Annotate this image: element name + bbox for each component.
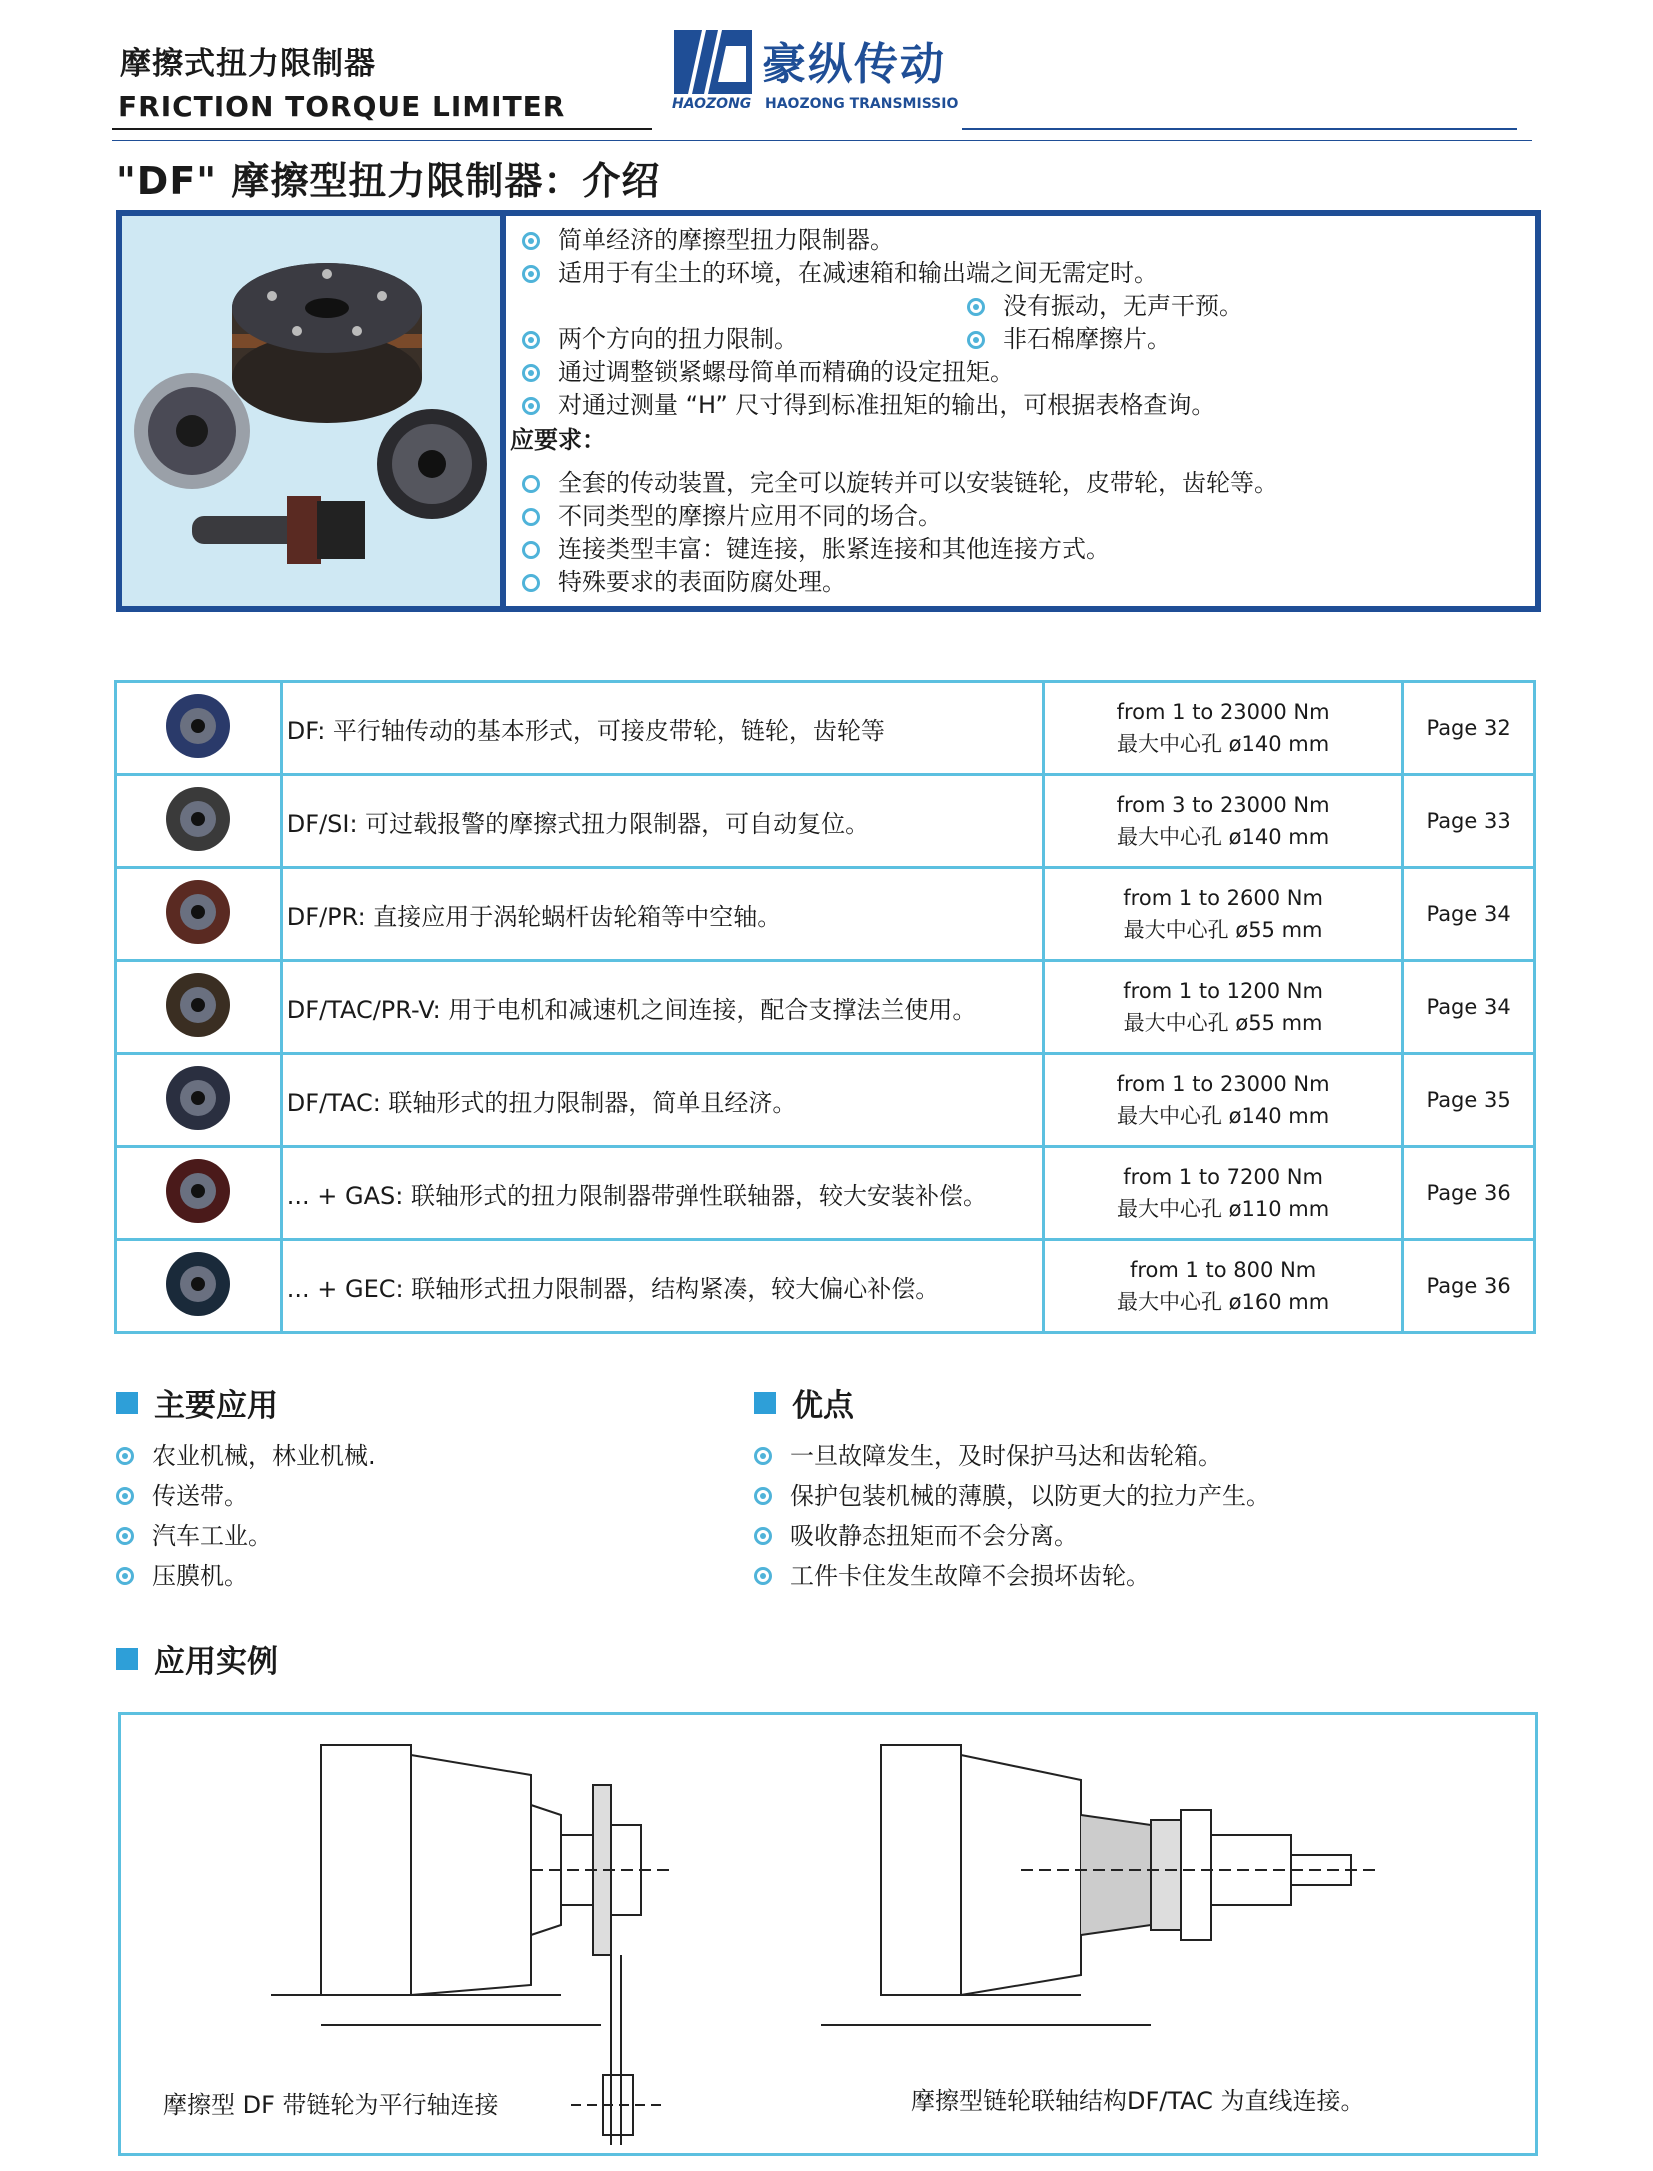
- requirement-item: 不同类型的摩擦片应用不同的场合。: [522, 500, 1522, 533]
- page-ref: Page 33: [1403, 775, 1535, 868]
- bullet-icon: [116, 1567, 134, 1585]
- bullet-icon: [967, 331, 985, 349]
- product-thumb: [116, 682, 282, 775]
- example-caption-right: 摩擦型链轮联轴结构DF/TAC 为直线连接。: [911, 2087, 1365, 2115]
- page-ref: Page 32: [1403, 682, 1535, 775]
- torque-range: from 1 to 2600 Nm: [1123, 886, 1323, 910]
- max-bore: 最大中心孔 ø110 mm: [1117, 1197, 1330, 1221]
- bullet-icon: [522, 331, 540, 349]
- product-spec: [1044, 775, 1403, 868]
- requirement-item: 全套的传动装置，完全可以旋转并可以安装链轮，皮带轮，齿轮等。: [522, 467, 1522, 500]
- torque-range: from 3 to 23000 Nm: [1116, 793, 1330, 817]
- page-ref: Page 35: [1403, 1054, 1535, 1147]
- bullet-icon: [754, 1487, 772, 1505]
- section-square-icon: [754, 1392, 776, 1414]
- requirement-item: 连接类型丰富：键连接，胀紧连接和其他连接方式。: [522, 533, 1522, 566]
- bullet-icon: [522, 364, 540, 382]
- product-row: [116, 775, 1535, 868]
- bullet-icon: [967, 298, 985, 316]
- torque-range: from 1 to 7200 Nm: [1123, 1165, 1323, 1189]
- header-divider: [112, 128, 652, 130]
- product-desc: ... + GEC: 联轴形式扭力限制器，结构紧凑，较大偏心补偿。: [281, 1240, 1043, 1333]
- alarm-limiter-icon: [153, 779, 243, 859]
- product-desc: ... + GAS: 联轴形式的扭力限制器带弹性联轴器，较大安装补偿。: [281, 1147, 1043, 1240]
- intro-panel: [116, 210, 1541, 612]
- compact-coupling-icon: [153, 1244, 243, 1324]
- bullet-icon: [522, 508, 540, 526]
- product-row: [116, 1240, 1535, 1333]
- applications-list: [116, 1436, 376, 1596]
- product-thumb: [116, 1240, 282, 1333]
- torque-range: from 1 to 1200 Nm: [1123, 979, 1323, 1003]
- list-item: 压膜机。: [116, 1556, 376, 1596]
- max-bore: 最大中心孔 ø160 mm: [1117, 1290, 1330, 1314]
- feature-item: 通过调整锁紧螺母简单而精确的设定扭矩。: [522, 356, 1522, 389]
- brand-logo: [670, 22, 960, 122]
- list-item: 传送带。: [116, 1476, 376, 1516]
- torque-range: from 1 to 23000 Nm: [1116, 1072, 1330, 1096]
- elastic-coupling-icon: [153, 1151, 243, 1231]
- product-spec: [1044, 1147, 1403, 1240]
- intro-features: [510, 224, 1522, 599]
- header-underline: [112, 140, 1532, 141]
- bullet-icon: [522, 574, 540, 592]
- product-desc: DF: 平行轴传动的基本形式，可接皮带轮，链轮，齿轮等: [281, 682, 1043, 775]
- product-photo: [122, 216, 506, 606]
- examples-heading: 应用实例: [116, 1636, 278, 1681]
- page-ref: Page 36: [1403, 1147, 1535, 1240]
- page-ref: Page 34: [1403, 868, 1535, 961]
- product-desc: DF/TAC: 联轴形式的扭力限制器，简单且经济。: [281, 1054, 1043, 1147]
- chain-shaft-limiter-icon: [153, 965, 243, 1045]
- logo-subtitle-en: HAOZONG TRANSMISSIO: [765, 96, 959, 112]
- max-bore: 最大中心孔 ø55 mm: [1123, 1011, 1323, 1035]
- section-square-icon: [116, 1392, 138, 1414]
- product-spec: [1044, 1240, 1403, 1333]
- list-item: 农业机械，林业机械.: [116, 1436, 376, 1476]
- sprocket-limiter-icon: [153, 686, 243, 766]
- product-row: [116, 1054, 1535, 1147]
- requirements-label: 应要求：: [510, 426, 606, 454]
- logo-name-cn: 豪纵传动: [762, 39, 946, 90]
- list-item: 汽车工业。: [116, 1516, 376, 1556]
- logo-mark-icon: [670, 26, 756, 98]
- feature-item: 对通过测量 “H” 尺寸得到标准扭矩的输出，可根据表格查询。: [522, 389, 1522, 422]
- bullet-icon: [754, 1527, 772, 1545]
- bullet-icon: [116, 1527, 134, 1545]
- product-spec: [1044, 1054, 1403, 1147]
- feature-item: 没有振动，无声干预。: [522, 290, 1522, 323]
- max-bore: 最大中心孔 ø55 mm: [1123, 918, 1323, 942]
- product-desc: DF/PR: 直接应用于涡轮蜗杆齿轮箱等中空轴。: [281, 868, 1043, 961]
- product-thumb: [116, 868, 282, 961]
- feature-item-pair: 两个方向的扭力限制。 非石棉摩擦片。: [522, 323, 1522, 356]
- header-title-en: FRICTION TORQUE LIMITER: [118, 90, 566, 123]
- product-thumb: [116, 775, 282, 868]
- header-title-cn: 摩擦式扭力限制器: [120, 46, 376, 82]
- product-spec: [1044, 961, 1403, 1054]
- max-bore: 最大中心孔 ø140 mm: [1117, 825, 1330, 849]
- list-item: 一旦故障发生，及时保护马达和齿轮箱。: [754, 1436, 1270, 1476]
- feature-item: 适用于有尘土的环境，在减速箱和输出端之间无需定时。: [522, 257, 1522, 290]
- section-square-icon: [116, 1648, 138, 1670]
- product-spec: [1044, 868, 1403, 961]
- bullet-icon: [522, 265, 540, 283]
- product-desc: DF/SI: 可过载报警的摩擦式扭力限制器，可自动复位。: [281, 775, 1043, 868]
- torque-range: from 1 to 800 Nm: [1129, 1258, 1317, 1282]
- advantages-heading: 优点: [754, 1380, 854, 1425]
- page-ref: Page 36: [1403, 1240, 1535, 1333]
- bullet-icon: [522, 475, 540, 493]
- product-desc: DF/TAC/PR-V: 用于电机和减速机之间连接，配合支撑法兰使用。: [281, 961, 1043, 1054]
- list-item: 吸收静态扭矩而不会分离。: [754, 1516, 1270, 1556]
- product-thumb: [116, 1054, 282, 1147]
- applications-heading: 主要应用: [116, 1380, 278, 1425]
- product-table: [114, 680, 1536, 1334]
- bullet-icon: [522, 541, 540, 559]
- shaft-limiter-icon: [153, 872, 243, 952]
- bullet-icon: [522, 397, 540, 415]
- advantages-list: [754, 1436, 1270, 1596]
- product-thumb: [116, 961, 282, 1054]
- product-spec: [1044, 682, 1403, 775]
- bullet-icon: [754, 1567, 772, 1585]
- feature-item: 简单经济的摩擦型扭力限制器。: [522, 224, 1522, 257]
- logo-name-en: HAOZONG: [672, 96, 752, 112]
- requirement-item: 特殊要求的表面防腐处理。: [522, 566, 1522, 599]
- page-title: "DF" 摩擦型扭力限制器：介绍: [116, 159, 661, 203]
- product-row: [116, 1147, 1535, 1240]
- product-thumb: [116, 1147, 282, 1240]
- max-bore: 最大中心孔 ø140 mm: [1117, 732, 1330, 756]
- bullet-icon: [522, 232, 540, 250]
- list-item: 保护包装机械的薄膜，以防更大的拉力产生。: [754, 1476, 1270, 1516]
- bullet-icon: [116, 1447, 134, 1465]
- torque-limiter-assembly-icon: [122, 216, 506, 606]
- product-row: [116, 868, 1535, 961]
- max-bore: 最大中心孔 ø140 mm: [1117, 1104, 1330, 1128]
- torque-range: from 1 to 23000 Nm: [1116, 700, 1330, 724]
- product-row: [116, 961, 1535, 1054]
- header-divider-right: [962, 128, 1517, 130]
- page-ref: Page 34: [1403, 961, 1535, 1054]
- bullet-icon: [116, 1487, 134, 1505]
- bullet-icon: [754, 1447, 772, 1465]
- chain-coupling-icon: [153, 1058, 243, 1138]
- examples-panel: [118, 1712, 1538, 2156]
- example-caption-left: 摩擦型 DF 带链轮为平行轴连接: [163, 2091, 499, 2119]
- product-row: [116, 682, 1535, 775]
- list-item: 工件卡住发生故障不会损坏齿轮。: [754, 1556, 1270, 1596]
